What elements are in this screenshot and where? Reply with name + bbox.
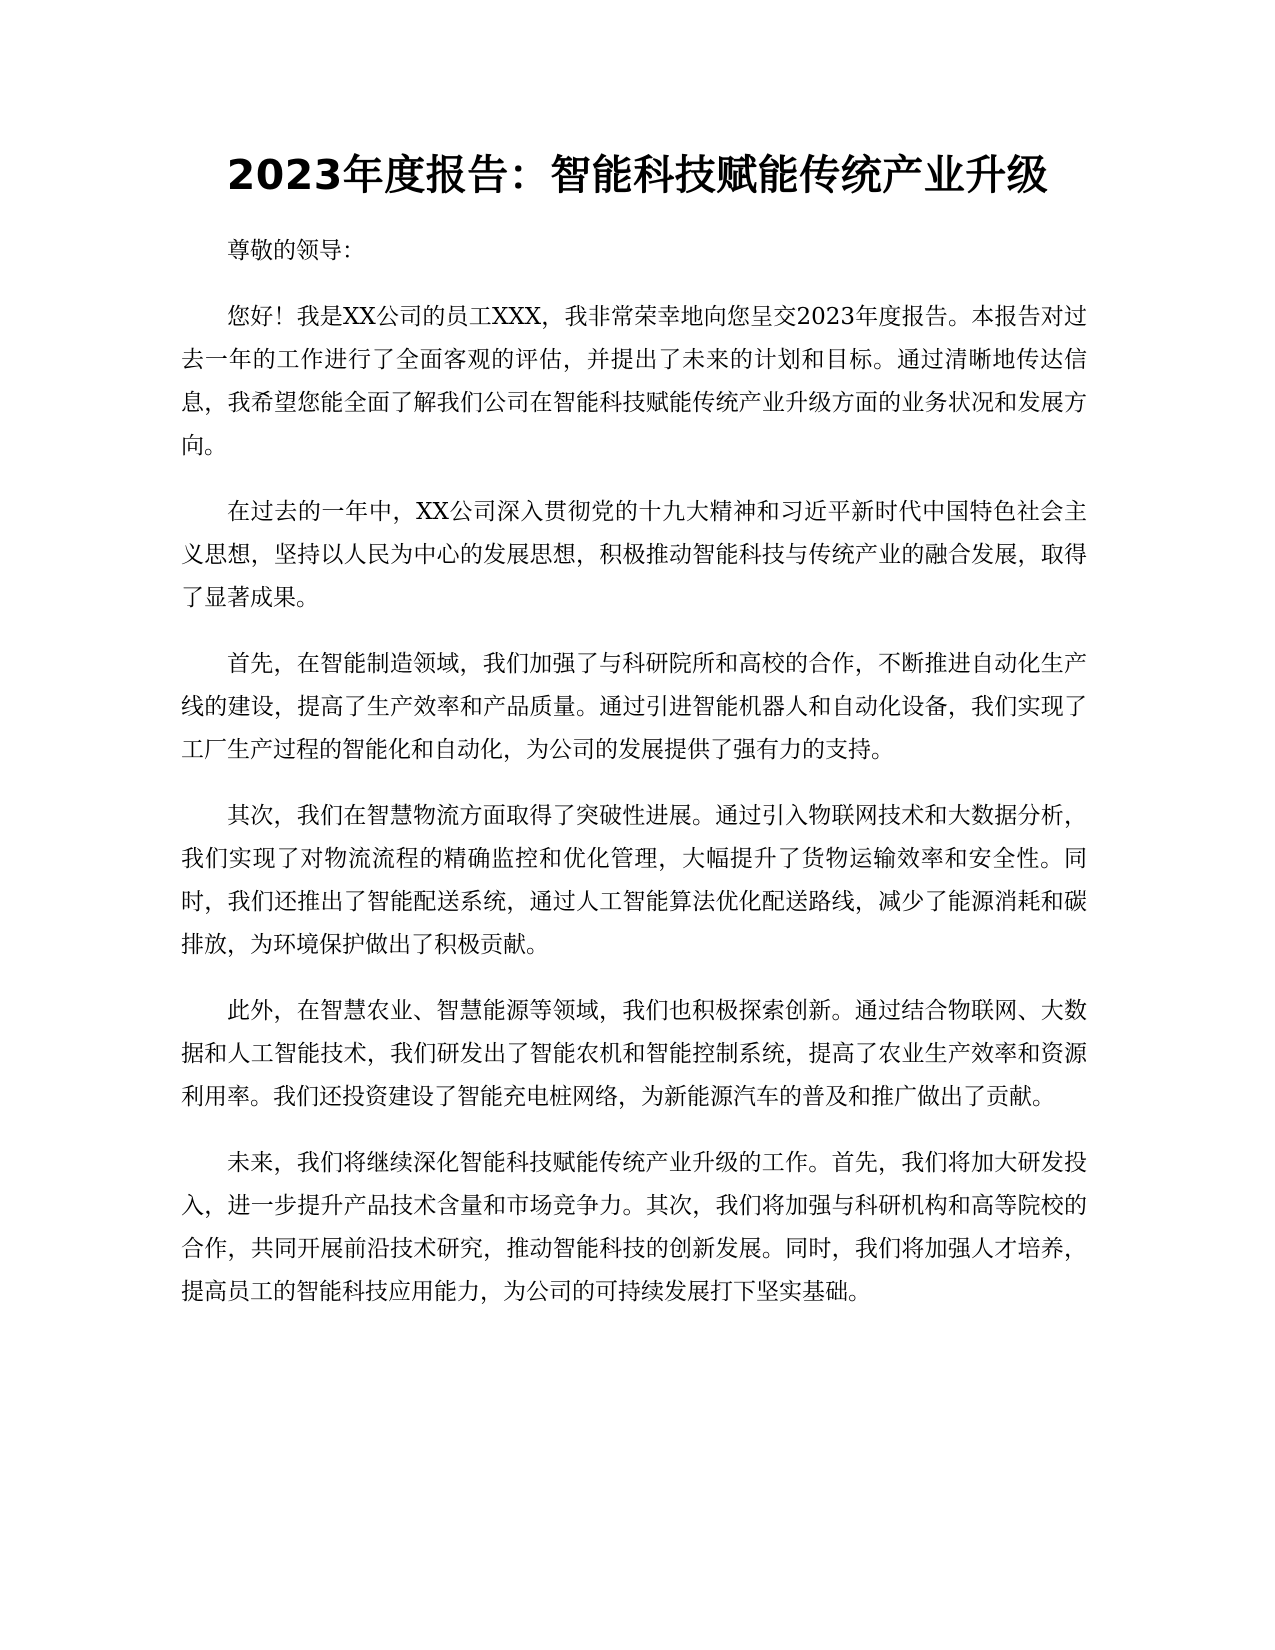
paragraph-greeting: 您好！我是XX公司的员工XXX，我非常荣幸地向您呈交2023年度报告。本报告对过去一年的工作进行了全面客观的评估，并提出了未来的计划和目标。通过清晰地传达信息，我希望您能全面了解我们公司在智能科技赋能传统产业升级方面的业务状况和发展方向。: [181, 304, 1087, 459]
document-title: 2023年度报告：智能科技赋能传统产业升级: [226, 151, 1049, 199]
paragraph-future-plans: 未来，我们将继续深化智能科技赋能传统产业升级的工作。首先，我们将加大研发投入，进一步提升产品技术含量和市场竞争力。其次，我们将加强与科研机构和高等院校的合作，共同开展前沿技术研究，推动智能科技的创新发展。同时，我们将加强人才培养，提高员工的智能科技应用能力，为公司的可持续发展打下坚实基础。: [181, 1150, 1087, 1305]
document-body: [181, 230, 1087, 1337]
paragraph-overview: 在过去的一年中，XX公司深入贯彻党的十九大精神和习近平新时代中国特色社会主义思想，坚持以人民为中心的发展思想，积极推动智能科技与传统产业的融合发展，取得了显著成果。: [181, 499, 1087, 611]
paragraph-smart-logistics: 其次，我们在智慧物流方面取得了突破性进展。通过引入物联网技术和大数据分析，我们实现了对物流流程的精确监控和优化管理，大幅提升了货物运输效率和安全性。同时，我们还推出了智能配送系统，通过人工智能算法优化配送路线，减少了能源消耗和碳排放，为环境保护做出了积极贡献。: [181, 803, 1087, 958]
paragraph-smart-manufacturing: 首先，在智能制造领域，我们加强了与科研院所和高校的合作，不断推进自动化生产线的建设，提高了生产效率和产品质量。通过引进智能机器人和自动化设备，我们实现了工厂生产过程的智能化和自动化，为公司的发展提供了强有力的支持。: [181, 651, 1087, 763]
paragraph-smart-agriculture-energy: 此外，在智慧农业、智慧能源等领域，我们也积极探索创新。通过结合物联网、大数据和人工智能技术，我们研发出了智能农机和智能控制系统，提高了农业生产效率和资源利用率。我们还投资建设了智能充电桩网络，为新能源汽车的普及和推广做出了贡献。: [181, 998, 1087, 1110]
salutation: 尊敬的领导：: [227, 238, 365, 264]
